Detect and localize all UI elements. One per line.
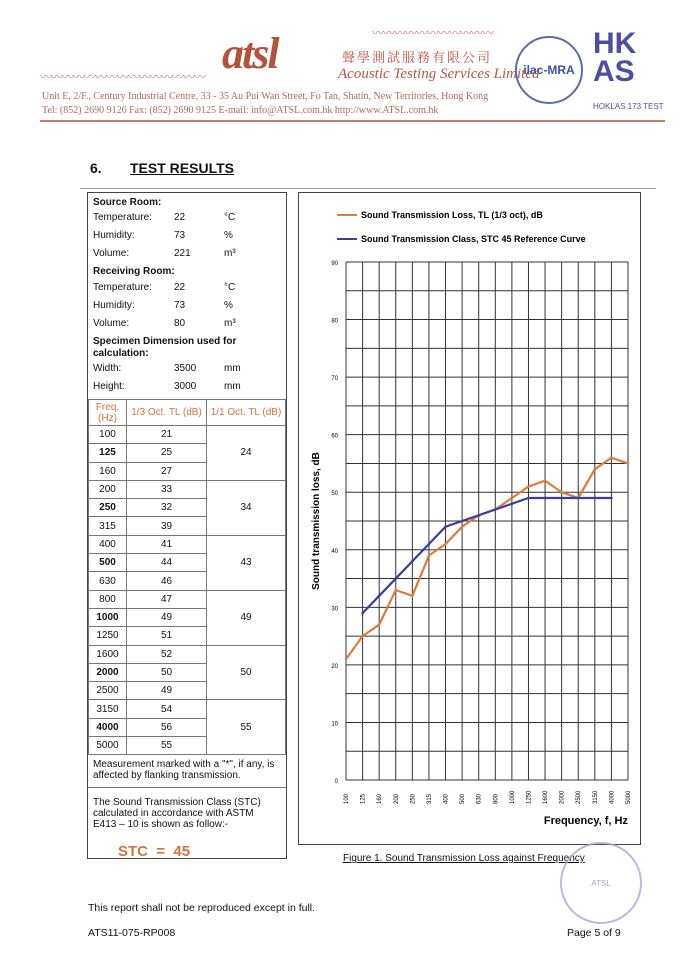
table-row	[89, 700, 286, 718]
tl-cell: 49	[127, 608, 207, 626]
tl-chart	[299, 193, 640, 844]
octave-cell: 55	[207, 700, 286, 755]
tl-cell: 51	[127, 627, 207, 645]
source-room-cell: %	[224, 230, 233, 241]
receiving-room-cell: 80	[174, 318, 186, 329]
data-point	[444, 543, 447, 546]
data-point	[594, 497, 597, 500]
x-tick-label: 1000	[509, 790, 516, 804]
freq-cell: 400	[89, 535, 127, 553]
table-row	[89, 645, 286, 663]
series-line-0	[346, 458, 628, 659]
freq-cell: 800	[89, 590, 127, 608]
freq-cell: 3150	[89, 700, 127, 718]
source-room-title: Source Room:	[93, 197, 162, 208]
company-contact: Tel: (852) 2690 9126 Fax: (852) 2690 9125 E-mail: info@ATSL.com.hk http://www.ATSL.com.hk	[42, 105, 439, 116]
specimen-cell: mm	[224, 381, 241, 392]
x-axis-label: Frequency, f, Hz	[543, 815, 628, 827]
hkas-logo: HK AS	[593, 27, 637, 88]
data-point	[428, 543, 431, 546]
tl-cell: 46	[127, 572, 207, 590]
page-number: Page 5 of 9	[567, 927, 621, 939]
source-room-cell: °C	[224, 212, 236, 223]
x-tick-label: 2000	[559, 790, 566, 804]
tl-cell: 33	[127, 480, 207, 498]
freq-cell: 5000	[89, 737, 127, 755]
freq-cell: 1250	[89, 627, 127, 645]
data-point	[544, 479, 547, 482]
source-room-cell: Humidity:	[93, 230, 135, 241]
source-room-cell: 221	[174, 248, 191, 259]
data-point	[511, 497, 514, 500]
y-tick-label: 10	[331, 721, 338, 728]
source-room-cell: Temperature:	[93, 212, 152, 223]
figure-caption: Figure 1. Sound Transmission Loss against Frequency	[343, 853, 585, 864]
tl-cell: 47	[127, 590, 207, 608]
receiving-room-cell: m³	[224, 318, 236, 329]
section-divider	[80, 188, 656, 189]
y-tick-label: 0	[334, 779, 338, 785]
source-room-cell: 73	[174, 230, 186, 241]
freq-cell: 2000	[89, 663, 127, 681]
flanking-note: Measurement marked with a "*", if any, is affected by flanking transmission.	[93, 759, 275, 781]
data-point	[394, 577, 397, 580]
company-stamp: ATSL	[560, 842, 642, 924]
data-point	[511, 502, 514, 505]
tl-cell: 25	[127, 444, 207, 462]
tl-cell: 49	[127, 682, 207, 700]
receiving-room-cell: %	[224, 300, 233, 311]
data-point	[444, 525, 447, 528]
data-point	[544, 497, 547, 500]
freq-cell: 315	[89, 517, 127, 535]
octave-cell: 50	[207, 645, 286, 700]
company-name-chinese: 聲學測試服務有限公司	[342, 50, 493, 65]
chart-panel	[298, 192, 641, 845]
x-tick-label: 800	[493, 793, 500, 804]
receiving-room-title: Receiving Room:	[93, 266, 175, 277]
y-tick-label: 60	[331, 433, 338, 440]
tl-cell: 56	[127, 718, 207, 736]
tl-cell: 41	[127, 535, 207, 553]
x-tick-label: 100	[344, 793, 350, 804]
octave-cell: 24	[207, 426, 286, 481]
x-tick-label: 315	[426, 793, 433, 804]
ilac-mra-logo: ilac-MRA	[515, 36, 583, 104]
x-tick-label: 4000	[609, 790, 616, 804]
data-point	[560, 491, 563, 494]
col-freq: Freq. (Hz)	[89, 400, 127, 426]
x-tick-label: 3150	[592, 790, 599, 804]
specimen-cell: Width:	[93, 363, 122, 374]
y-tick-label: 50	[331, 491, 338, 498]
data-point	[378, 595, 381, 598]
table-row	[89, 480, 286, 498]
stc-description: The Sound Transmission Class (STC) calculated in accordance with ASTM E413 – 10 is shown as follow:-	[93, 797, 261, 830]
tl-cell: 39	[127, 517, 207, 535]
tl-cell: 44	[127, 554, 207, 572]
receiving-room-cell: °C	[224, 282, 236, 293]
company-name: Acoustic Testing Services Limited	[338, 66, 540, 82]
receiving-room-cell: 73	[174, 300, 186, 311]
x-tick-label: 2500	[576, 790, 583, 804]
octave-cell: 43	[207, 535, 286, 590]
test-conditions-panel	[87, 192, 287, 859]
freq-cell: 250	[89, 499, 127, 517]
freq-cell: 200	[89, 480, 127, 498]
data-point	[461, 520, 464, 523]
source-room-cell: 22	[174, 212, 186, 223]
x-tick-label: 5000	[626, 790, 632, 804]
tl-cell: 21	[127, 426, 207, 444]
series-line-1	[363, 498, 612, 613]
receiving-room-cell: Volume:	[93, 318, 130, 329]
tl-cell: 27	[127, 462, 207, 480]
reproduction-notice: This report shall not be reproduced except in full.	[88, 902, 316, 914]
specimen-cell: mm	[224, 363, 241, 374]
data-point	[560, 497, 563, 500]
y-tick-label: 80	[331, 318, 338, 325]
freq-cell: 630	[89, 572, 127, 590]
data-point	[461, 525, 464, 528]
frequency-table	[88, 399, 286, 755]
specimen-title: Specimen Dimension used for calculation:	[93, 336, 237, 359]
x-tick-label: 125	[360, 793, 367, 804]
data-point	[411, 560, 414, 563]
table-row	[89, 590, 286, 608]
col-octave: 1/1 Oct. TL (dB)	[207, 400, 286, 426]
tl-cell: 55	[127, 737, 207, 755]
data-point	[610, 456, 613, 459]
data-point	[394, 589, 397, 592]
data-point	[527, 485, 530, 488]
octave-cell: 34	[207, 480, 286, 535]
legend-label: Sound Transmission Class, STC 45 Reference Curve	[361, 234, 586, 244]
section-number: 6.	[90, 160, 102, 176]
data-point	[378, 623, 381, 626]
x-tick-label: 1600	[543, 790, 550, 804]
y-tick-label: 90	[331, 261, 338, 267]
table-row	[89, 426, 286, 444]
specimen-cell: 3000	[174, 381, 197, 392]
hoklas-number: HOKLAS 173 TEST	[593, 102, 664, 111]
data-point	[477, 514, 480, 517]
x-tick-label: 200	[393, 793, 400, 804]
receiving-room-cell: Humidity:	[93, 300, 135, 311]
legend-label: Sound Transmission Loss, TL (1/3 oct), dB	[361, 210, 543, 220]
data-point	[361, 612, 364, 615]
section-title: TEST RESULTS	[130, 160, 234, 176]
receiving-room-cell: Temperature:	[93, 282, 152, 293]
y-tick-label: 30	[331, 606, 338, 613]
data-point	[345, 658, 348, 661]
data-point	[494, 508, 497, 511]
freq-cell: 2500	[89, 682, 127, 700]
data-point	[527, 497, 530, 500]
freq-cell: 1000	[89, 608, 127, 626]
freq-cell: 160	[89, 462, 127, 480]
x-tick-label: 630	[476, 793, 483, 804]
freq-cell: 4000	[89, 718, 127, 736]
x-tick-label: 250	[410, 793, 417, 804]
data-point	[428, 554, 431, 557]
tl-cell: 50	[127, 663, 207, 681]
tl-cell: 32	[127, 499, 207, 517]
wave-decoration: 〰〰〰〰〰〰〰〰〰〰〰	[372, 26, 494, 40]
y-axis-label: Sound transmission loss, dB	[311, 452, 322, 590]
data-point	[411, 595, 414, 598]
data-point	[610, 497, 613, 500]
x-tick-label: 1250	[526, 790, 533, 804]
octave-cell: 49	[207, 590, 286, 645]
data-point	[361, 635, 364, 638]
table-row	[89, 535, 286, 553]
tl-cell: 52	[127, 645, 207, 663]
y-tick-label: 40	[331, 548, 338, 555]
specimen-cell: 3500	[174, 363, 197, 374]
col-third-octave: 1/3 Oct. TL (dB)	[127, 400, 207, 426]
note-divider	[88, 787, 286, 788]
atsl-logo: atsl	[222, 29, 278, 78]
wave-decoration: 〰〰〰〰〰〰〰〰〰〰〰〰〰〰〰	[40, 70, 206, 84]
x-tick-label: 500	[460, 793, 467, 804]
stc-value: STC = 45	[118, 843, 191, 860]
freq-cell: 1600	[89, 645, 127, 663]
y-tick-label: 70	[331, 376, 338, 383]
header-divider	[40, 120, 665, 122]
freq-cell: 100	[89, 426, 127, 444]
x-tick-label: 400	[443, 793, 450, 804]
report-number: ATS11-075-RP008	[88, 927, 176, 939]
y-tick-label: 20	[331, 663, 338, 670]
data-point	[627, 462, 630, 465]
data-point	[577, 497, 580, 500]
specimen-cell: Height:	[93, 381, 125, 392]
receiving-room-cell: 22	[174, 282, 186, 293]
source-room-cell: Volume:	[93, 248, 130, 259]
tl-cell: 54	[127, 700, 207, 718]
company-address: Unit E, 2/F., Century Industrial Centre, 33 - 35 Au Pui Wan Street, Fo Tan, Shatin, New Territories, Hong Kong	[42, 91, 489, 102]
source-room-cell: m³	[224, 248, 236, 259]
freq-cell: 500	[89, 554, 127, 572]
data-point	[594, 468, 597, 471]
x-tick-label: 160	[377, 793, 384, 804]
freq-cell: 125	[89, 444, 127, 462]
